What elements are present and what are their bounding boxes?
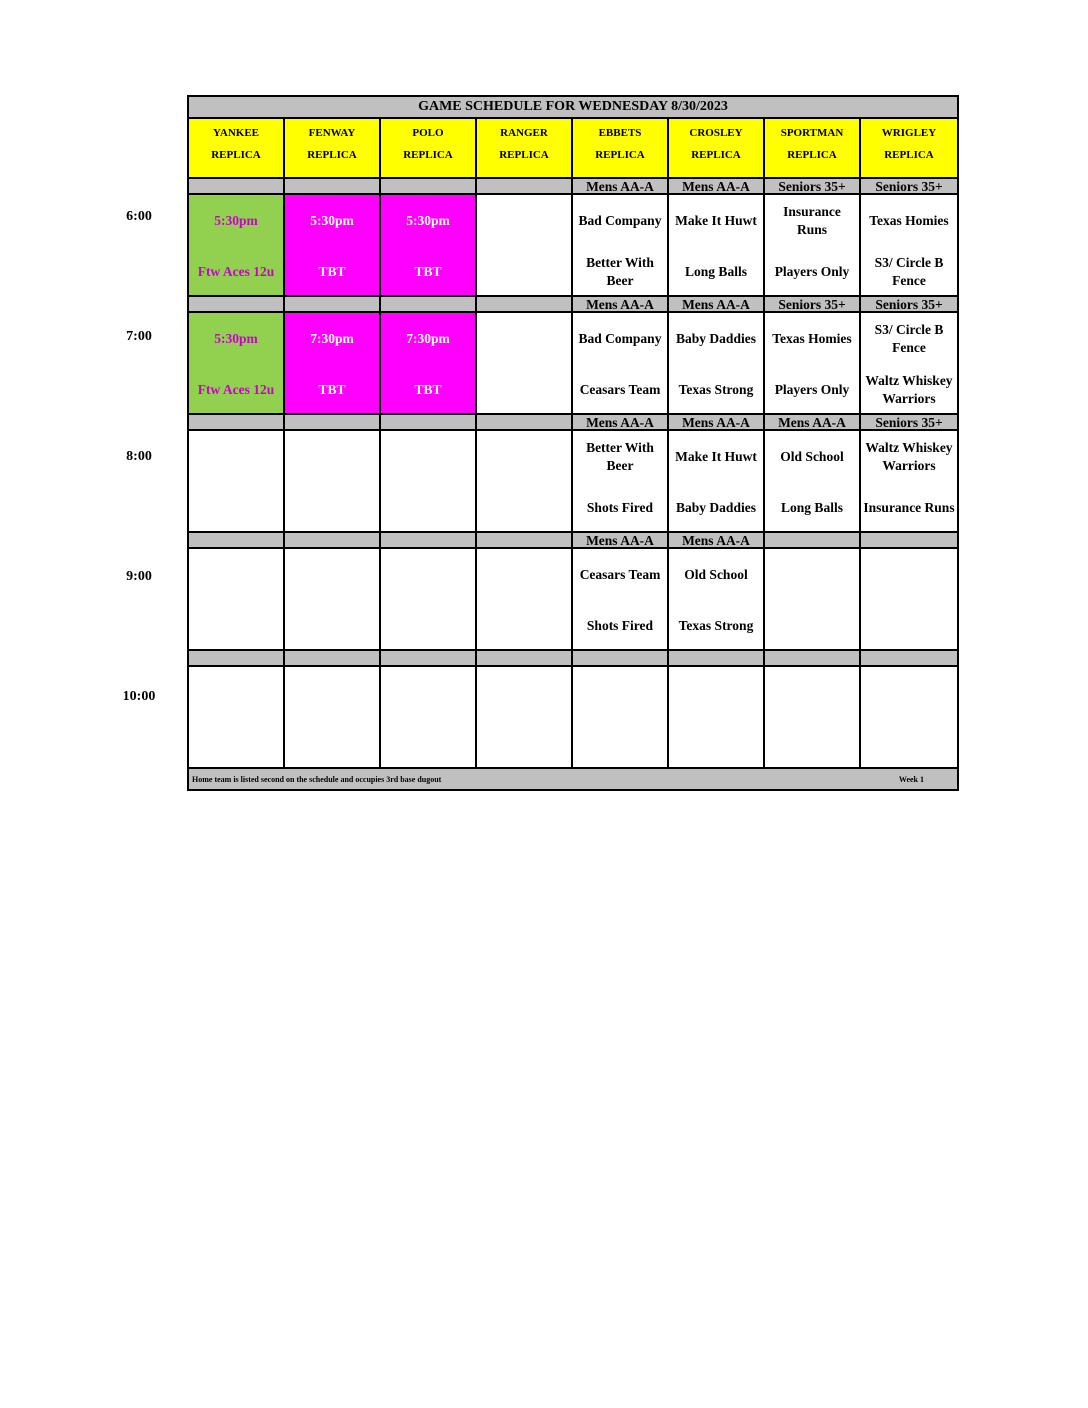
home-team: Insurance Runs (863, 499, 955, 515)
field-header-ebbets (573, 119, 669, 179)
game-cell (285, 313, 381, 415)
division-label: Mens AA-A (573, 297, 669, 313)
away-team (669, 667, 763, 718)
away-team: Bad Company (578, 330, 662, 346)
home-team: Ceasars Team (579, 381, 661, 397)
game-cell (381, 667, 477, 769)
game-cell (477, 667, 573, 769)
game-cell (477, 431, 573, 533)
game-cell (477, 313, 573, 415)
home-team (477, 482, 571, 533)
away-team: 5:30pm (406, 212, 450, 228)
game-cell (669, 549, 765, 651)
away-team: Ceasars Team (579, 566, 661, 582)
division-label (381, 533, 477, 549)
home-team (861, 718, 957, 769)
game-cell (285, 549, 381, 651)
division-label: Mens AA-A (669, 533, 765, 549)
home-team: S3/ Circle B Fence (874, 254, 944, 288)
away-team: Waltz Whiskey Warriors (865, 439, 953, 473)
away-team (189, 431, 283, 482)
away-team: Old School (780, 448, 844, 464)
game-cell (189, 313, 285, 415)
field-header-wrigley (861, 119, 957, 179)
away-team: 5:30pm (214, 212, 258, 228)
away-team (765, 549, 859, 600)
schedule-title: GAME SCHEDULE FOR WEDNESDAY 8/30/2023 (189, 97, 957, 119)
game-cell (861, 667, 957, 769)
division-label (381, 297, 477, 313)
division-label: Mens AA-A (765, 415, 861, 431)
division-label (189, 179, 285, 195)
away-team (285, 549, 379, 600)
field-header-row (189, 119, 957, 179)
away-team: Make It Huwt (675, 212, 757, 228)
game-cell (861, 431, 957, 533)
game-cell (765, 667, 861, 769)
away-team (381, 667, 475, 718)
away-team: Texas Homies (869, 212, 949, 228)
game-cell (669, 431, 765, 533)
field-name: SPORTMAN (780, 127, 844, 139)
slots-container (189, 179, 957, 769)
division-label (285, 533, 381, 549)
game-cell (573, 431, 669, 533)
division-row (189, 533, 957, 549)
game-cell (189, 667, 285, 769)
home-team: TBT (318, 381, 346, 397)
home-team: TBT (414, 263, 442, 279)
away-team (477, 195, 571, 246)
home-team (573, 718, 667, 769)
game-cell (381, 549, 477, 651)
time-label: 8:00 (126, 449, 152, 464)
division-label (861, 533, 957, 549)
division-label (189, 651, 285, 667)
home-team (477, 718, 571, 769)
division-label: Seniors 35+ (861, 179, 957, 195)
away-team: Texas Homies (772, 330, 852, 346)
field-header-crosley (669, 119, 765, 179)
away-team: Bad Company (578, 212, 662, 228)
home-team (861, 600, 957, 651)
game-cell (381, 431, 477, 533)
away-team (477, 313, 571, 364)
away-team: 5:30pm (310, 212, 354, 228)
home-team: Waltz Whiskey Warriors (865, 372, 953, 406)
field-type: REPLICA (787, 149, 837, 161)
time-slot-row (189, 431, 957, 533)
division-label (381, 651, 477, 667)
time-slot-row (189, 313, 957, 415)
away-team: Better With Beer (586, 439, 654, 473)
division-label (573, 651, 669, 667)
division-label: Seniors 35+ (861, 415, 957, 431)
game-cell (765, 431, 861, 533)
home-team: Players Only (774, 381, 850, 397)
division-row (189, 415, 957, 431)
division-label: Seniors 35+ (765, 297, 861, 313)
home-team (285, 718, 379, 769)
schedule-table (187, 95, 959, 791)
field-type: REPLICA (403, 149, 453, 161)
division-label (285, 179, 381, 195)
home-team: Better With Beer (586, 254, 654, 288)
home-team (477, 600, 571, 651)
field-type: REPLICA (307, 149, 357, 161)
field-header-polo (381, 119, 477, 179)
field-header-fenway (285, 119, 381, 179)
week-label: Week 1 (898, 774, 924, 784)
field-name: WRIGLEY (881, 127, 937, 139)
home-team (381, 482, 475, 533)
field-type: REPLICA (499, 149, 549, 161)
division-label (189, 297, 285, 313)
home-team (477, 246, 571, 297)
time-slot-row (189, 195, 957, 297)
division-label (765, 651, 861, 667)
game-cell (477, 549, 573, 651)
field-name: POLO (412, 127, 444, 139)
home-team: TBT (414, 381, 442, 397)
game-cell (573, 549, 669, 651)
away-team (477, 431, 571, 482)
away-team (381, 431, 475, 482)
game-cell (573, 195, 669, 297)
division-label (285, 651, 381, 667)
away-team: Baby Daddies (676, 330, 756, 346)
field-header-ranger (477, 119, 573, 179)
away-team: 7:30pm (310, 330, 354, 346)
away-team (477, 667, 571, 718)
division-label (477, 651, 573, 667)
field-type: REPLICA (211, 149, 261, 161)
home-team (381, 600, 475, 651)
home-team (189, 718, 283, 769)
division-label (285, 297, 381, 313)
division-label: Mens AA-A (669, 297, 765, 313)
away-team (861, 667, 957, 718)
home-team (477, 364, 571, 415)
home-team: Ftw Aces 12u (197, 381, 275, 397)
home-team: Texas Strong (678, 617, 754, 633)
game-cell (477, 195, 573, 297)
home-team: Long Balls (781, 499, 843, 515)
away-team (765, 667, 859, 718)
division-label (765, 533, 861, 549)
time-label: 7:00 (126, 329, 152, 344)
division-row (189, 651, 957, 667)
game-cell (669, 667, 765, 769)
home-team: Shots Fired (586, 499, 654, 515)
game-cell (861, 195, 957, 297)
field-name: CROSLEY (689, 127, 743, 139)
game-cell (765, 549, 861, 651)
home-team: Ftw Aces 12u (197, 263, 275, 279)
home-team (189, 482, 283, 533)
time-slot-row (189, 549, 957, 651)
division-label: Mens AA-A (573, 415, 669, 431)
away-team: Make It Huwt (675, 448, 757, 464)
division-row (189, 297, 957, 313)
away-team (189, 667, 283, 718)
away-team: 7:30pm (406, 330, 450, 346)
home-team (669, 718, 763, 769)
division-label (669, 651, 765, 667)
division-label (477, 179, 573, 195)
away-team: Insurance Runs (783, 203, 841, 237)
home-team: Shots Fired (586, 617, 654, 633)
field-name: RANGER (500, 127, 548, 139)
field-type: REPLICA (884, 149, 934, 161)
game-cell (381, 313, 477, 415)
division-label (381, 415, 477, 431)
footer-note: Home team is listed second on the schedule and occupies 3rd base dugout (192, 774, 442, 784)
division-label (285, 415, 381, 431)
game-cell (285, 431, 381, 533)
away-team (285, 431, 379, 482)
game-cell (669, 313, 765, 415)
division-label: Seniors 35+ (861, 297, 957, 313)
home-team (765, 718, 859, 769)
division-label (477, 415, 573, 431)
field-type: REPLICA (691, 149, 741, 161)
time-label: 10:00 (122, 689, 156, 704)
home-team: Players Only (774, 263, 850, 279)
time-label: 9:00 (126, 569, 152, 584)
division-label: Seniors 35+ (765, 179, 861, 195)
division-label: Mens AA-A (669, 415, 765, 431)
away-team (189, 549, 283, 600)
away-team (285, 667, 379, 718)
field-header-sportman (765, 119, 861, 179)
game-cell (285, 667, 381, 769)
division-label (861, 651, 957, 667)
game-cell (573, 313, 669, 415)
field-name: YANKEE (212, 127, 260, 139)
division-label (189, 415, 285, 431)
division-label (477, 297, 573, 313)
away-team (477, 549, 571, 600)
field-name: EBBETS (598, 127, 642, 139)
division-label: Mens AA-A (573, 533, 669, 549)
game-cell (765, 195, 861, 297)
division-label (477, 533, 573, 549)
time-slot-row (189, 667, 957, 769)
home-team: Long Balls (685, 263, 747, 279)
away-team: S3/ Circle B Fence (874, 321, 944, 355)
field-type: REPLICA (595, 149, 645, 161)
division-label (189, 533, 285, 549)
division-label (381, 179, 477, 195)
schedule-footer (189, 769, 957, 789)
field-header-yankee (189, 119, 285, 179)
game-cell (285, 195, 381, 297)
home-team: Texas Strong (678, 381, 754, 397)
division-label: Mens AA-A (669, 179, 765, 195)
game-cell (381, 195, 477, 297)
away-team (573, 667, 667, 718)
away-team: 5:30pm (214, 330, 258, 346)
home-team (381, 718, 475, 769)
home-team: TBT (318, 263, 346, 279)
division-label: Mens AA-A (573, 179, 669, 195)
away-team (381, 549, 475, 600)
home-team (285, 600, 379, 651)
field-name: FENWAY (308, 127, 356, 139)
game-cell (861, 549, 957, 651)
game-cell (189, 431, 285, 533)
game-cell (765, 313, 861, 415)
division-row (189, 179, 957, 195)
home-team (189, 600, 283, 651)
home-team (285, 482, 379, 533)
home-team (765, 600, 859, 651)
game-cell (189, 549, 285, 651)
game-cell (669, 195, 765, 297)
away-team (861, 549, 957, 600)
time-label: 6:00 (126, 209, 152, 224)
home-team: Baby Daddies (676, 499, 756, 515)
away-team: Old School (684, 566, 748, 582)
game-cell (573, 667, 669, 769)
game-cell (189, 195, 285, 297)
game-cell (861, 313, 957, 415)
